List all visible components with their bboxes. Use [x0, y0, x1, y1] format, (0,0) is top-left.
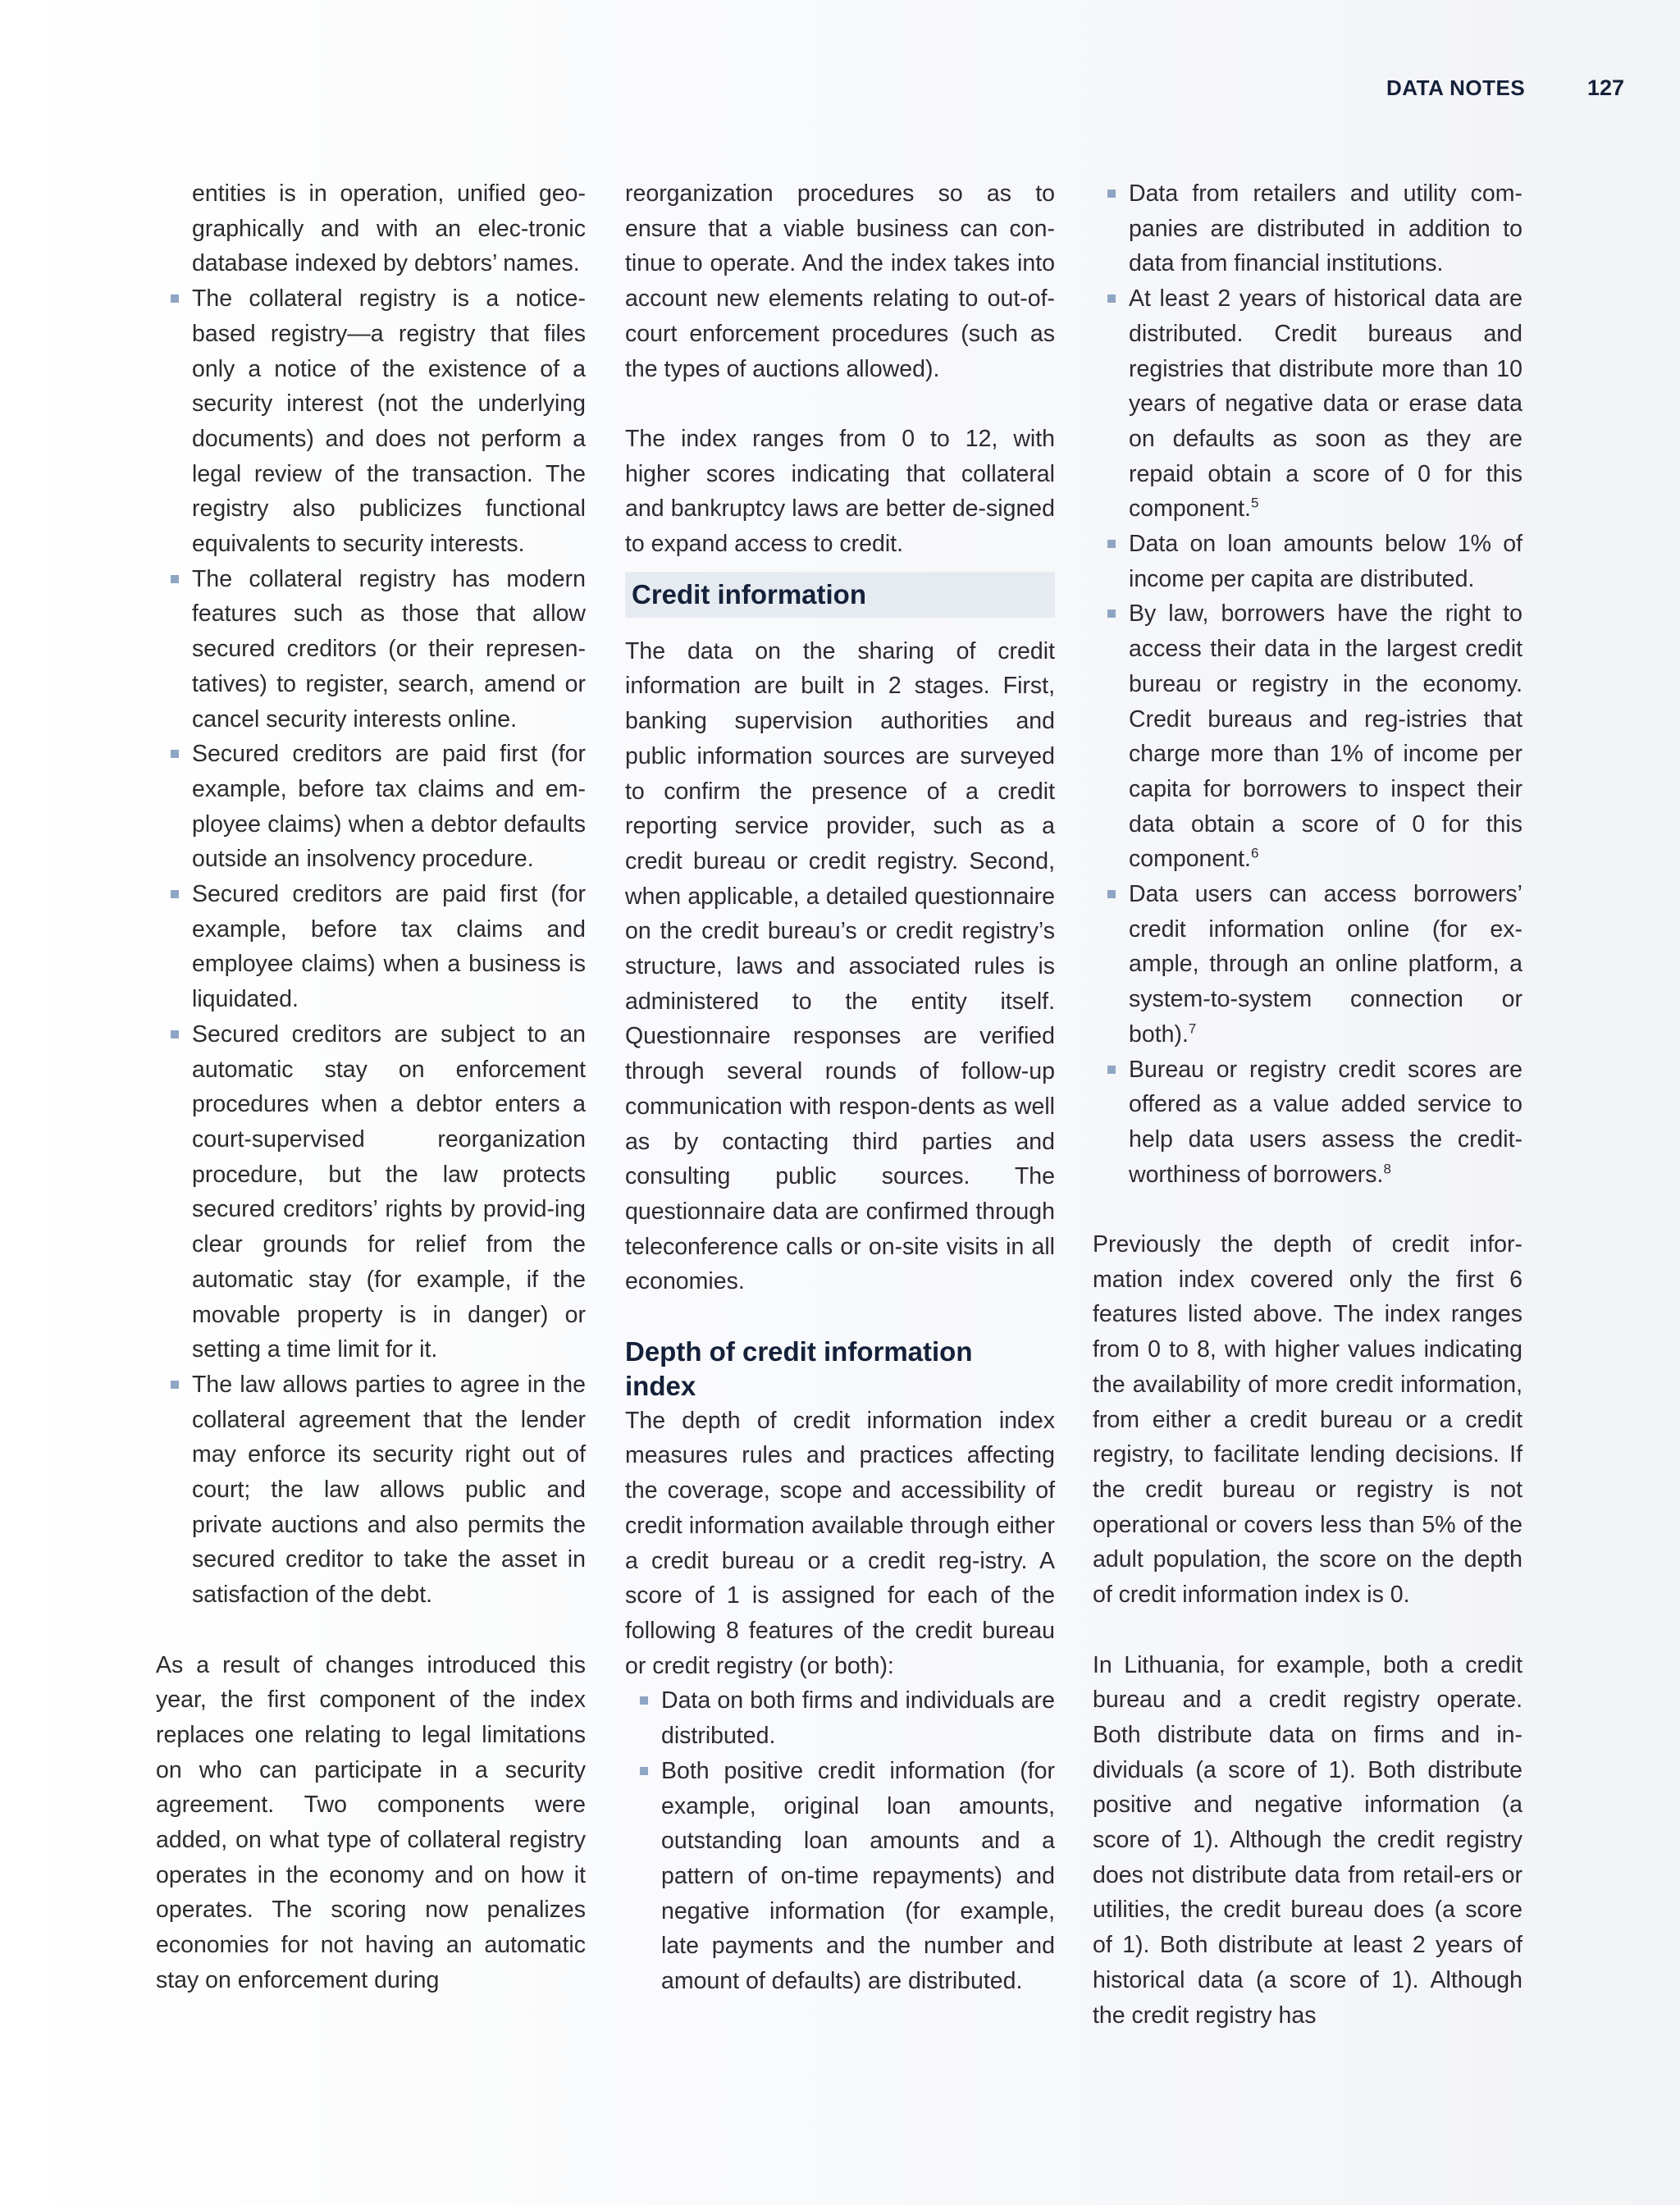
depth-features-list	[625, 1683, 1055, 1998]
depth-heading-line-2: index	[625, 1370, 696, 1401]
bullet-text: By law, borrowers have the right to access their data in the largest credit bureau or registry in the economy. Credit bureaus and reg-istries that charge more than 1% of income per capita for borrowers to inspect their data obtain a score of 0 for this component.	[1129, 600, 1522, 873]
bullet-icon	[1107, 1066, 1116, 1074]
credit-information-paragraph: The data on the sharing of credit information are built in 2 stages. First, banking supervision authorities and public information sources are surveyed to confirm the presence of a credit reporting service provider, such as a credit bureau or credit registry. Second, when applicable, a detailed questionnaire on the credit bureau’s or credit registry’s structure, laws and associated rules is administered to the entity itself. Questionnaire responses are verified through several rounds of follow-up communication with respon-dents as well as by contacting third parties and consulting public sources. The questionnaire data are confirmed through teleconference calls or on-site visits in all economies.	[625, 637, 1055, 1295]
bullet-icon	[171, 575, 179, 583]
bullet-icon	[171, 1381, 179, 1389]
column-2	[625, 176, 1055, 1999]
bullet-text: The collateral registry is a notice-based registry—a registry that files only a notice of the existence of a security interest (not the underlying documents) and does not perform a legal review of the transaction. The registry also publicizes functional equivalents to security interests.	[192, 285, 586, 558]
bullet-text: Secured creditors are paid first (for example, before tax claims and employee claims) when a business is liquidated.	[192, 881, 586, 1013]
bullet-item	[156, 1367, 586, 1613]
column-1	[156, 176, 586, 1998]
section-title: DATA NOTES	[1386, 75, 1526, 100]
bullet-text: Data from retailers and utility com-panies are distributed in addition to data from financial institutions.	[1129, 180, 1522, 277]
bullet-icon	[1107, 609, 1116, 618]
footnote-marker: 8	[1383, 1161, 1391, 1177]
bullet-icon	[171, 294, 179, 303]
depth-index-heading	[625, 1335, 1055, 1404]
continuation-text: entities is in operation, unified geo-graphically and with an elec-tronic database indexed by debtors’ names.	[192, 180, 586, 277]
bullet-icon	[171, 750, 179, 758]
lithuania-paragraph: In Lithuania, for example, both a credit bureau and a credit registry operate. Both distribute data on firms and in-dividuals (a score of 1). Both distribute positive and negative information (a score of 1). Although the credit registry does not distribute data from retail-ers or utilities, the credit bureau does (a score of 1). Both distribute at least 2 years of historical data (a score of 1). Although the credit registry has	[1093, 1651, 1522, 2029]
bullet-item	[156, 877, 586, 1017]
page-number: 127	[1586, 75, 1624, 100]
footnote-marker: 6	[1250, 845, 1259, 861]
bullet-item	[156, 737, 586, 877]
bullet-item	[156, 281, 586, 562]
bullet-text: At least 2 years of historical data are distributed. Credit bureaus and registries that distribute more than 10 years of negative data or erase data on defaults as soon as they are repaid obtain a score of 0 for this component.	[1129, 285, 1522, 523]
bullet-text: Secured creditors are subject to an automatic stay on enforcement procedures when a debtor enters a court-supervised reorganization procedure, but the law protects secured creditors’ rights by provid-ing clear grounds for relief from the automatic stay (for example, if the movable property is in danger) or setting a time limit for it.	[192, 1020, 586, 1363]
footnote-marker: 7	[1188, 1020, 1197, 1037]
collateral-bullet-list	[156, 281, 586, 1613]
spacer	[1093, 1192, 1522, 1227]
depth-index-paragraph: The depth of credit information index measures rules and practices affecting the coverage, scope and accessibility of credit information available through either a credit bureau or a credit reg-istry. A score of 1 is assigned for each of the following 8 features of the credit bureau or credit registry (or both):	[625, 1407, 1055, 1679]
bullet-item	[625, 1754, 1055, 1999]
bullet-text: Bureau or registry credit scores are offered as a value added service to help data users assess the credit-worthiness of borrowers.	[1129, 1056, 1522, 1188]
previously-paragraph: Previously the depth of credit infor-mation index covered only the first 6 features listed above. The index ranges from 0 to 8, with higher values indicating the availability of more credit information, from either a credit bureau or a credit registry, to facilitate lending decisions. If the credit bureau or registry is not operational or covers less than 5% of the adult population, the score on the depth of credit information index is 0.	[1093, 1231, 1522, 1609]
depth-heading-line-1: Depth of credit information	[625, 1335, 973, 1367]
bullet-icon	[1107, 294, 1116, 303]
spacer	[156, 1613, 586, 1648]
index-range-paragraph: The index ranges from 0 to 12, with higher scores indicating that collateral and bankruptcy laws are better de-signed to expand access to credit.	[625, 425, 1055, 558]
bullet-item	[156, 1017, 586, 1367]
bullet-text: Secured creditors are paid first (for example, before tax claims and em-ployee claims) when a debtor defaults outside an insolvency procedure.	[192, 741, 586, 873]
continuation-text: reorganization procedures so as to ensure that a viable business can con-tinue to operate. And the index takes into account new elements relating to out-of-court enforcement procedures (such as the types of auctions allowed).	[625, 180, 1055, 382]
bullet-text: Data on loan amounts below 1% of income per capita are distributed.	[1129, 531, 1522, 592]
bullet-icon	[171, 1030, 179, 1039]
bullet-icon	[640, 1696, 648, 1705]
spacer	[625, 1299, 1055, 1335]
bullet-item	[1093, 1052, 1522, 1193]
bullet-text: Data users can access borrowers’ credit information online (for ex-ample, through an online platform, a system-to-system connection or both).	[1129, 881, 1522, 1048]
credit-information-heading: Credit information	[625, 572, 1055, 618]
bullet-item	[156, 562, 586, 737]
depth-features-list-continued	[1093, 176, 1522, 1192]
page-header	[1386, 75, 1624, 108]
bullet-icon	[1107, 540, 1116, 548]
column-3	[1093, 176, 1522, 2033]
bullet-item	[1093, 281, 1522, 527]
spacer	[1093, 1613, 1522, 1648]
bullet-item	[1093, 527, 1522, 596]
bullet-text: Data on both firms and individuals are distributed.	[661, 1687, 1055, 1750]
spacer	[625, 386, 1055, 422]
body-paragraph: As a result of changes introduced this year, the first component of the index replaces one relating to legal limitations on who can participate in a security agreement. Two components were added, on what type of collateral registry operates in the economy and on how it operates. The scoring now penalizes economies for not having an automatic stay on enforcement during	[156, 1651, 586, 1993]
bullet-item	[625, 1683, 1055, 1753]
bullet-icon	[1107, 890, 1116, 898]
bullet-item	[1093, 176, 1522, 281]
bullet-text: The law allows parties to agree in the collateral agreement that the lender may enforce its security right out of court; the law allows public and private auctions and also permits the secured creditor to take the asset in satisfaction of the debt.	[192, 1371, 586, 1609]
bullet-text: The collateral registry has modern features such as those that allow secured creditors (or their represen-tatives) to register, search, amend or cancel security interests online.	[192, 565, 586, 733]
bullet-text: Both positive credit information (for example, original loan amounts, outstanding loan amounts and a pattern of on-time repayments) and negative information (for example, late payments and the number and amount of defaults) are distributed.	[661, 1757, 1055, 1995]
bullet-icon	[1107, 189, 1116, 198]
footnote-marker: 5	[1250, 495, 1259, 511]
bullet-icon	[640, 1767, 648, 1775]
bullet-icon	[171, 890, 179, 898]
bullet-item	[1093, 596, 1522, 877]
bullet-item	[1093, 877, 1522, 1052]
